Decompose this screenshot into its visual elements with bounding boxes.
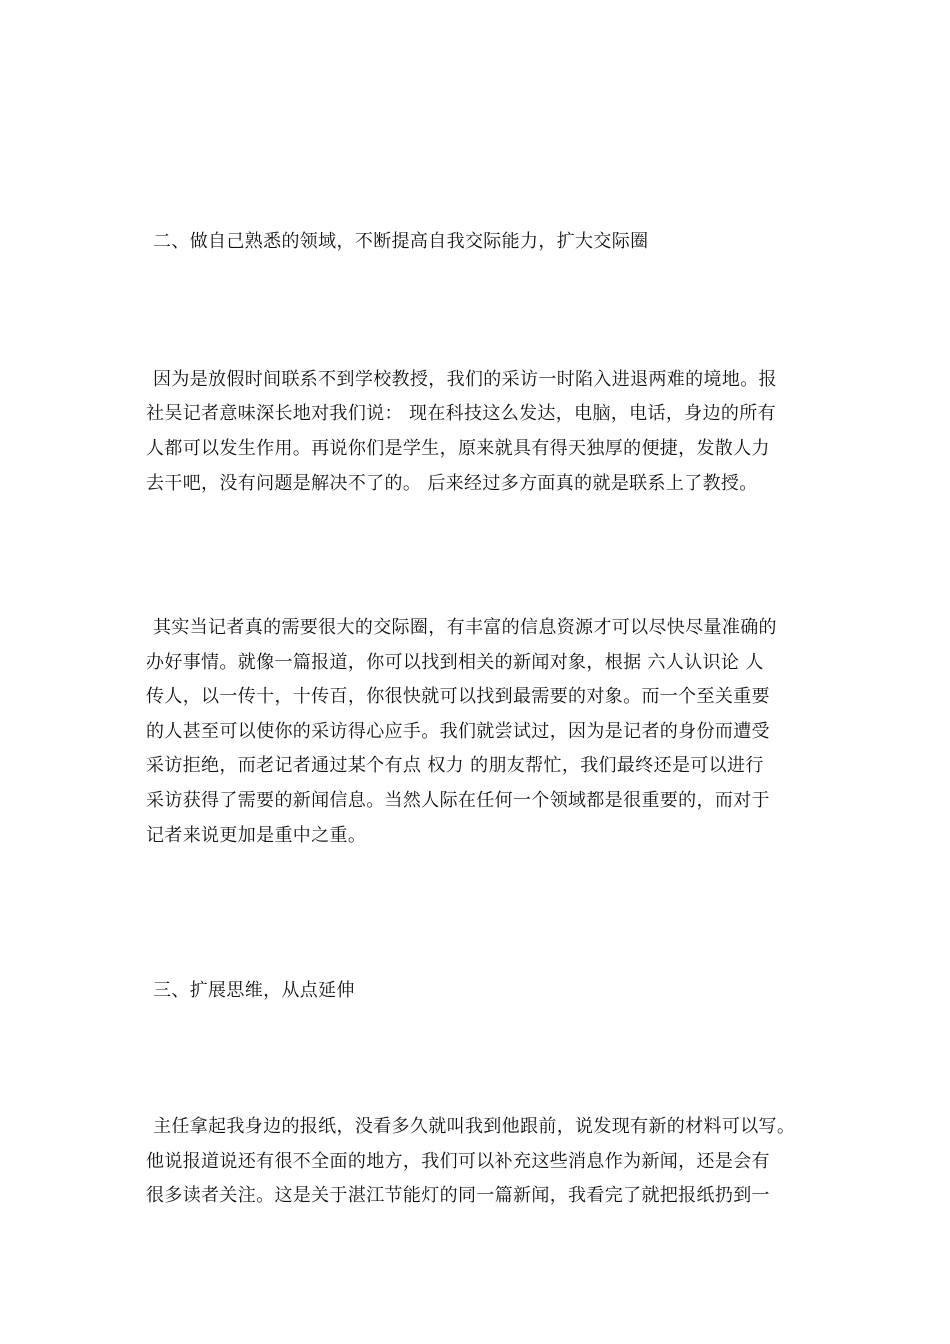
paragraph-line: 因为是放假时间联系不到学校教授，我们的采访一时陷入进退两难的境地。报 [153, 369, 777, 390]
paragraph-line: 采访拒绝，而老记者通过某个有点 权力 的朋友帮忙，我们最终还是可以进行 [146, 755, 764, 776]
paragraph-line: 主任拿起我身边的报纸，没看多久就叫我到他跟前，说发现有新的材料可以写。 [153, 1116, 796, 1137]
paragraph-line: 去干吧，没有问题是解决不了的。 后来经过多方面真的就是联系上了教授。 [146, 473, 758, 494]
section-heading-2: 二、做自己熟悉的领域，不断提高自我交际能力，扩大交际圈 [153, 231, 649, 252]
paragraph-line: 社吴记者意味深长地对我们说： 现在科技这么发达，电脑，电话，身边的所有 [146, 403, 776, 424]
paragraph-line: 办好事情。就像一篇报道，你可以找到相关的新闻对象，根据 六人认识论 人 [146, 652, 764, 673]
paragraph-line: 很多读者关注。这是关于湛江节能灯的同一篇新闻，我看完了就把报纸扔到一 [146, 1185, 770, 1206]
paragraph-line: 人都可以发生作用。再说你们是学生，原来就具有得天独厚的便捷，发散人力 [146, 438, 770, 459]
section-heading-3: 三、扩展思维，从点延伸 [153, 980, 355, 1001]
paragraph-line: 其实当记者真的需要很大的交际圈，有丰富的信息资源才可以尽快尽量准确的 [153, 617, 777, 638]
paragraph-line: 他说报道说还有很不全面的地方，我们可以补充这些消息作为新闻，还是会有 [146, 1151, 770, 1172]
paragraph-line: 记者来说更加是重中之重。 [146, 825, 367, 846]
paragraph-line: 采访获得了需要的新闻信息。当然人际在任何一个领域都是很重要的，而对于 [146, 790, 770, 811]
paragraph-line: 传人，以一传十，十传百，你很快就可以找到最需要的对象。而一个至关重要 [146, 686, 770, 707]
paragraph-line: 的人甚至可以使你的采访得心应手。我们就尝试过，因为是记者的身份而遭受 [146, 721, 770, 742]
